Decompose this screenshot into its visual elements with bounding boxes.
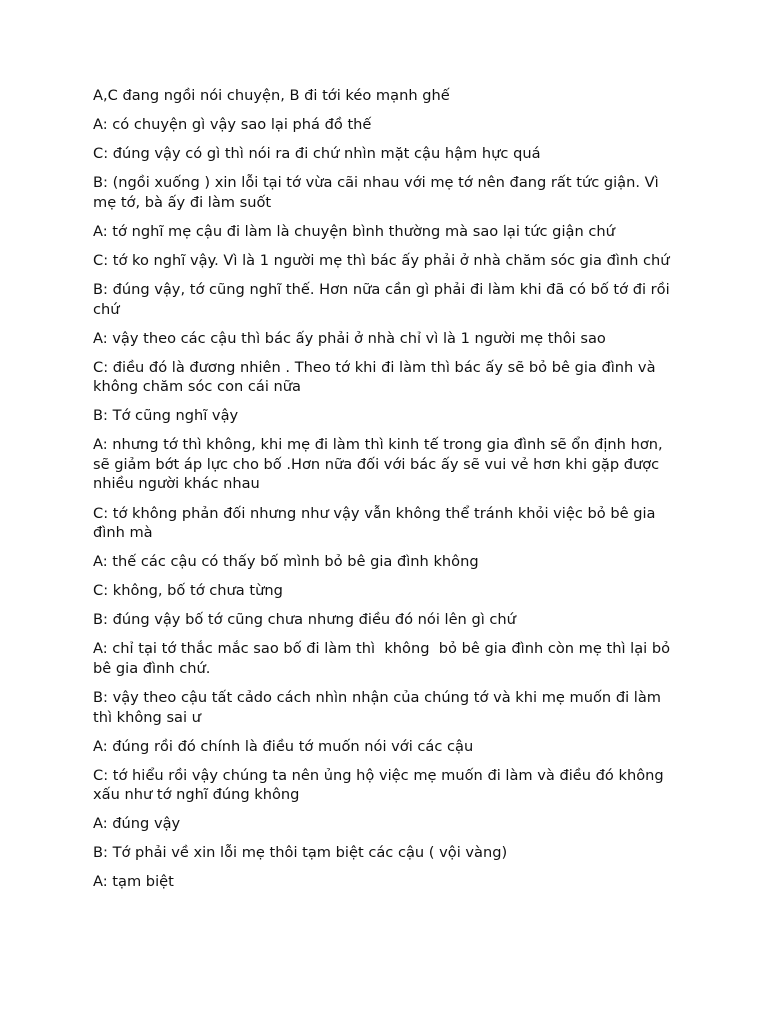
paragraph-line: C: điều đó là đương nhiên . Theo tớ khi đi làm thì bác ấy sẽ bỏ bê gia đình và không chăm sóc con cái nữa [93, 358, 661, 396]
paragraph-line: B: đúng vậy, tớ cũng nghĩ thế. Hơn nữa cần gì phải đi làm khi đã có bố tớ đi rồi chứ [93, 281, 675, 318]
paragraph-stage-direction: A,C đang ngồi nói chuyện, B đi tới kéo mạnh ghế [93, 87, 450, 104]
paragraph-line: B: (ngồi xuống ) xin lỗi tại tớ vừa cãi nhau với mẹ tớ nên đang rất tức giận. Vì mẹ tớ, bà ấy đi làm suốt [93, 174, 664, 211]
paragraph-line: C: đúng vậy có gì thì nói ra đi chứ nhìn mặt cậu hậm hực quá [93, 145, 541, 163]
paragraph-line: A: thế các cậu có thấy bố mình bỏ bê gia đình không [93, 553, 479, 571]
paragraph-line: C: tớ không phản đối nhưng như vậy vẫn không thể tránh khỏi việc bỏ bê gia đình mà [93, 504, 661, 542]
paragraph-line: B: vậy theo cậu tất cảdo cách nhìn nhận của chúng tớ và khi mẹ muốn đi làm thì không sai ư [93, 689, 666, 726]
paragraph-line: A: có chuyện gì vậy sao lại phá đồ thế [93, 116, 372, 134]
paragraph-line: B: Tớ phải về xin lỗi mẹ thôi tạm biệt các cậu ( vội vàng) [93, 844, 508, 862]
paragraph-line: A: nhưng tớ thì không, khi mẹ đi làm thì kinh tế trong gia đình sẽ ổn định hơn, sẽ giảm bớt áp lực cho bố .Hơn nữa đối với bác ấy sẽ vui vẻ hơn khi gặp được nhiều người khác nhau [93, 436, 668, 493]
paragraph-line: A: vậy theo các cậu thì bác ấy phải ở nhà chỉ vì là 1 người mẹ thôi sao [93, 329, 606, 347]
paragraph-line: C: không, bố tớ chưa từng [93, 582, 283, 600]
paragraph-line: B: đúng vậy bố tớ cũng chưa nhưng điều đó nói lên gì chứ [93, 611, 516, 629]
paragraph-line: B: Tớ cũng nghĩ vậy [93, 407, 239, 425]
paragraph-line: C: tớ ko nghĩ vậy. Vì là 1 người mẹ thì bác ấy phải ở nhà chăm sóc gia đình chứ [93, 251, 670, 269]
paragraph-line: A: chỉ tại tớ thắc mắc sao bố đi làm thì không bỏ bê gia đình còn mẹ thì lại bỏ bê gia đình chứ. [93, 640, 675, 677]
paragraph-line: A: tạm biệt [93, 873, 174, 891]
paragraph-line: A: đúng rồi đó chính là điều tớ muốn nói với các cậu [93, 737, 474, 755]
paragraph-line: A: tớ nghĩ mẹ cậu đi làm là chuyện bình thường mà sao lại tức giận chứ [93, 222, 615, 240]
paragraph-line: C: tớ hiểu rồi vậy chúng ta nên ủng hộ việc mẹ muốn đi làm và điều đó không xấu như tớ nghĩ đúng không [93, 766, 669, 804]
document-page [93, 86, 683, 902]
paragraph-line: A: đúng vậy [93, 815, 181, 833]
